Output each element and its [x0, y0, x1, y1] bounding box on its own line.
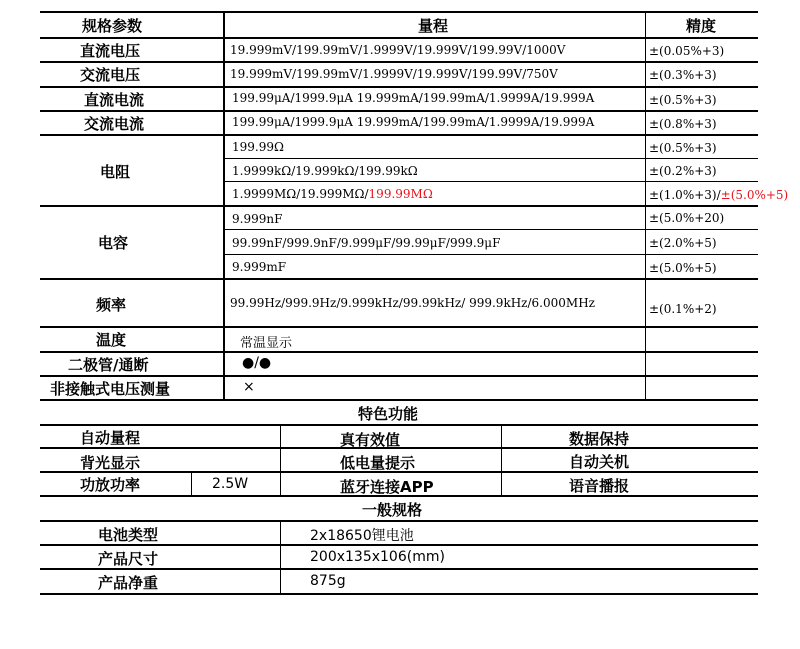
range-resistance-2: 1.9999kΩ/19.999kΩ/199.99kΩ: [232, 164, 418, 178]
accuracy-resistance-1: ±(0.5%+3): [649, 141, 717, 155]
feature-voice-broadcast: 语音播报: [569, 477, 630, 495]
general-size-value: 200x135x106(mm): [310, 549, 445, 565]
feature-auto-off: 自动关机: [569, 453, 630, 471]
range-diode-continuity: ●/●: [242, 355, 272, 371]
param-temperature: 温度: [96, 331, 127, 349]
accuracy-text: ±(1.0%+3)/: [649, 188, 721, 202]
general-weight-label: 产品净重: [98, 574, 159, 592]
accuracy-capacitance-3: ±(5.0%+5): [649, 261, 717, 275]
col-divider: [645, 11, 646, 400]
range-ac-voltage: 19.999mV/199.99mV/1.9999V/19.999V/199.99V/750V: [230, 67, 558, 81]
row-divider: [40, 520, 758, 522]
accuracy-resistance-2: ±(0.2%+3): [649, 164, 717, 178]
feature-true-rms: 真有效值: [340, 431, 401, 449]
accuracy-capacitance-1: ±(5.0%+20): [649, 211, 725, 225]
feature-low-battery: 低电量提示: [340, 454, 416, 472]
param-dc-voltage: 直流电压: [80, 42, 141, 60]
table-border-bottom: [40, 399, 758, 401]
row-divider: [40, 86, 758, 88]
general-weight-value: 875g: [310, 573, 346, 589]
feature-data-hold: 数据保持: [569, 430, 630, 448]
param-frequency: 频率: [96, 296, 127, 314]
row-divider: [40, 205, 758, 207]
row-divider: [40, 37, 758, 39]
param-diode-continuity: 二极管/通断: [68, 356, 149, 374]
general-battery-value: 2x18650锂电池: [310, 528, 414, 544]
col-divider: [191, 471, 192, 496]
accuracy-dc-voltage: ±(0.05%+3): [649, 44, 725, 58]
param-ac-current: 交流电流: [84, 115, 145, 133]
general-size-label: 产品尺寸: [98, 550, 159, 568]
param-dc-current: 直流电流: [84, 91, 145, 109]
row-divider: [40, 424, 758, 426]
subrow-divider: [224, 229, 758, 230]
feature-amp-power-value: 2.5W: [212, 476, 249, 492]
range-capacitance-1: 9.999nF: [232, 212, 283, 226]
row-divider: [40, 61, 758, 63]
range-resistance-1: 199.99Ω: [232, 140, 284, 154]
row-divider: [40, 278, 758, 280]
range-dc-current: 199.99μA/1999.9μA 19.999mA/199.99mA/1.9999A/19.999A: [232, 91, 595, 105]
feature-bluetooth-app: 蓝牙连接APP: [340, 478, 434, 496]
accuracy-resistance-3: [649, 188, 788, 202]
subrow-divider: [224, 181, 758, 182]
accuracy-dc-current: ±(0.5%+3): [649, 93, 717, 107]
col-divider: [280, 424, 281, 496]
row-divider: [40, 351, 758, 353]
param-capacitance: 电容: [98, 234, 129, 252]
range-capacitance-3: 9.999mF: [232, 260, 287, 274]
row-divider: [40, 110, 758, 112]
range-frequency: 99.99Hz/999.9Hz/9.999kHz/99.99kHz/ 999.9kHz/6.000MHz: [230, 296, 595, 310]
accuracy-text-highlight: ±(5.0%+5): [720, 188, 789, 202]
col-divider: [280, 520, 281, 594]
table-border-top: [40, 11, 758, 13]
range-resistance-3: [232, 187, 433, 201]
col-divider: [223, 11, 225, 400]
range-temperature: 常温显示: [240, 336, 293, 351]
header-range: 量程: [418, 17, 449, 35]
param-ac-voltage: 交流电压: [80, 66, 141, 84]
table-border-bottom: [40, 593, 758, 595]
row-divider: [40, 326, 758, 328]
general-battery-label: 电池类型: [98, 526, 159, 544]
range-text-highlight: 199.99MΩ: [368, 187, 433, 201]
accuracy-ac-voltage: ±(0.3%+3): [649, 68, 717, 82]
range-text: 1.9999MΩ/19.999MΩ/: [232, 187, 369, 201]
param-resistance: 电阻: [100, 163, 131, 181]
row-divider: [40, 375, 758, 377]
feature-amp-power-label: 功放功率: [80, 476, 141, 494]
accuracy-ac-current: ±(0.8%+3): [649, 117, 717, 131]
accuracy-capacitance-2: ±(2.0%+5): [649, 236, 717, 250]
param-ncv: 非接触式电压测量: [50, 380, 171, 398]
row-divider: [40, 134, 758, 136]
features-title: 特色功能: [358, 405, 419, 423]
col-divider: [501, 424, 502, 496]
feature-auto-range: 自动量程: [80, 429, 141, 447]
header-accuracy: 精度: [686, 17, 717, 35]
general-title: 一般规格: [362, 501, 423, 519]
feature-backlight: 背光显示: [80, 454, 141, 472]
subrow-divider: [224, 254, 758, 255]
range-ncv: ×: [243, 379, 255, 395]
range-capacitance-2: 99.99nF/999.9nF/9.999μF/99.99μF/999.9μF: [232, 236, 501, 250]
accuracy-frequency: ±(0.1%+2): [649, 302, 717, 316]
range-ac-current: 199.99μA/1999.9μA 19.999mA/199.99mA/1.9999A/19.999A: [232, 115, 595, 129]
header-param: 规格参数: [82, 17, 143, 35]
range-dc-voltage: 19.999mV/199.99mV/1.9999V/19.999V/199.99V/1000V: [230, 43, 566, 57]
subrow-divider: [224, 158, 758, 159]
